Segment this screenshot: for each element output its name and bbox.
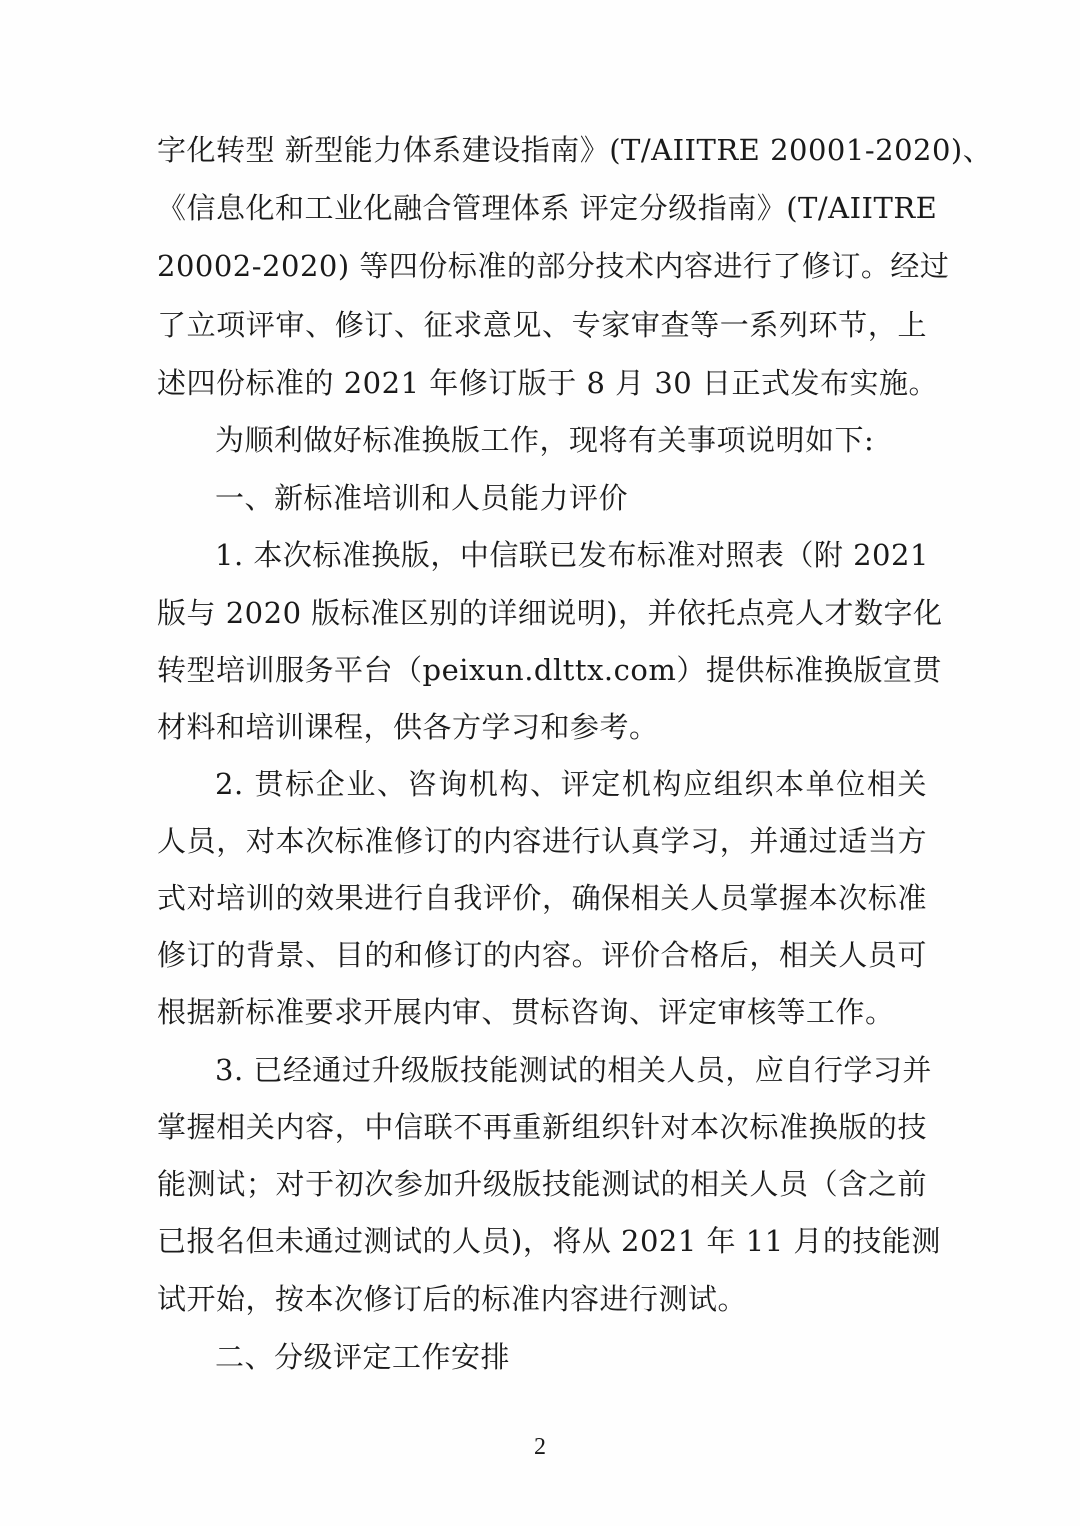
text-line: 为顺利做好标准换版工作，现将有关事项说明如下: [215, 423, 875, 457]
text-line: 述四份标准的 2021 年修订版于 8 月 30 日正式发布实施。 [157, 366, 938, 400]
text-line: 20002-2020) 等四份标准的部分技术内容进行了修订。经过 [157, 249, 950, 283]
page-number: 2 [534, 1434, 546, 1460]
text-line: 试开始，按本次修订后的标准内容进行测试。 [157, 1282, 748, 1316]
text-line: 已报名但未通过测试的人员)，将从 2021 年 11 月的技能测 [157, 1224, 941, 1258]
text-line: 材料和培训课程，供各方学习和参考。 [157, 710, 659, 744]
text-line: 转型培训服务平台（peixun.dlttx.com）提供标准换版宣贯 [157, 653, 942, 687]
text-line: 《信息化和工业化融合管理体系 评定分级指南》(T/AIITRE [157, 191, 938, 225]
text-line: 根据新标准要求开展内审、贯标咨询、评定审核等工作。 [157, 995, 895, 1029]
text-line: 版与 2020 版标准区别的详细说明)，并依托点亮人才数字化 [157, 596, 943, 630]
text-line: 能测试；对于初次参加升级版技能测试的相关人员（含之前 [157, 1167, 927, 1201]
text-line: 人员，对本次标准修订的内容进行认真学习，并通过适当方 [157, 824, 927, 858]
text-line: 3. 已经通过升级版技能测试的相关人员，应自行学习并 [215, 1053, 932, 1087]
text-line: 掌握相关内容，中信联不再重新组织针对本次标准换版的技 [157, 1110, 927, 1144]
section-heading: 二、分级评定工作安排 [215, 1340, 511, 1374]
text-line: 1. 本次标准换版，中信联已发布标准对照表（附 2021 [215, 538, 929, 572]
text-line: 修订的背景、目的和修订的内容。评价合格后，相关人员可 [157, 938, 927, 972]
text-line: 式对培训的效果进行自我评价，确保相关人员掌握本次标准 [157, 881, 927, 915]
section-heading: 一、新标准培训和人员能力评价 [215, 481, 629, 515]
text-line: 2. 贯标企业、咨询机构、评定机构应组织本单位相关 [215, 767, 927, 801]
text-line: 了立项评审、修订、征求意见、专家审查等一系列环节，上 [157, 308, 927, 342]
text-line: 字化转型 新型能力体系建设指南》(T/AIITRE 20001-2020)、 [157, 133, 993, 167]
